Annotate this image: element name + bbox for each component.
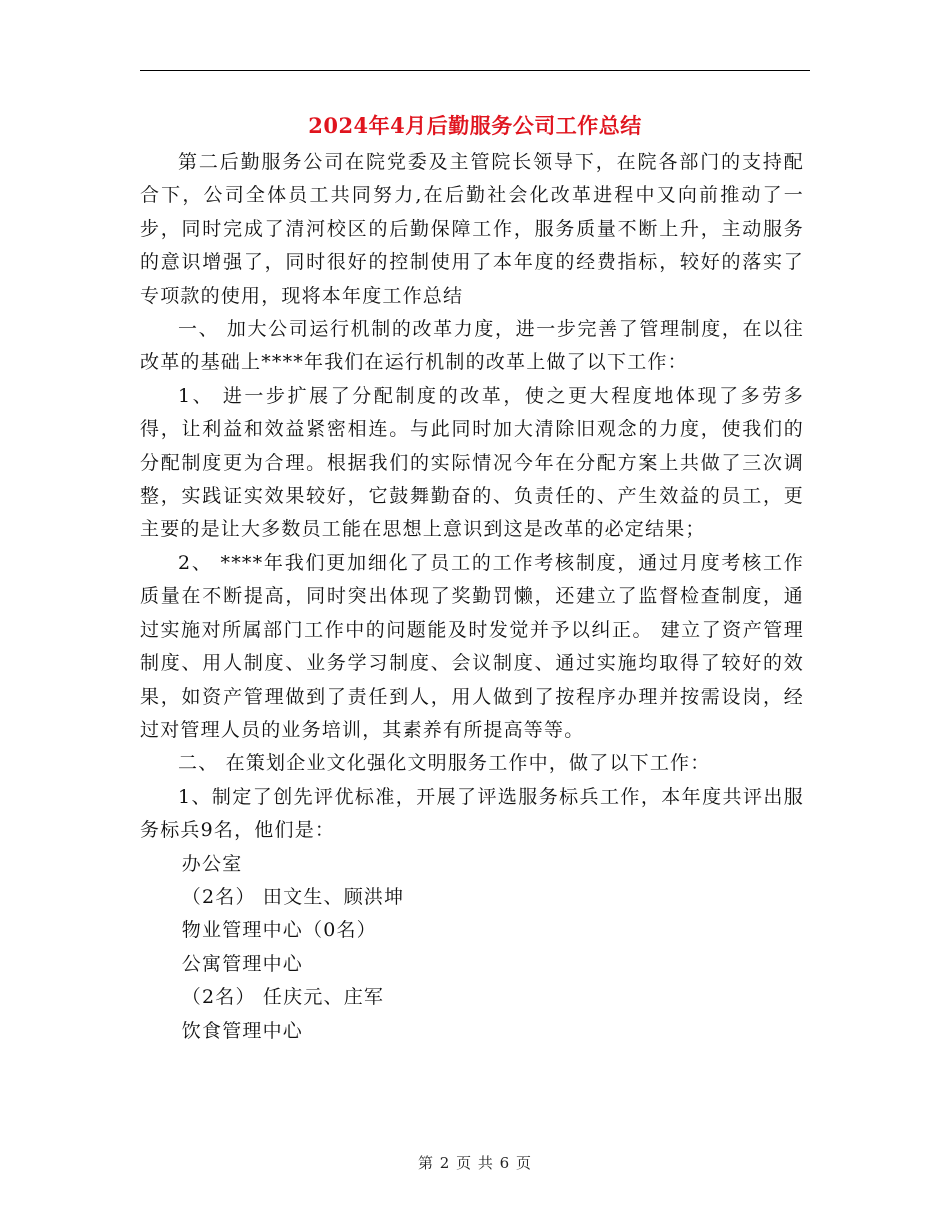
paragraph-section-2-item-1: 1、制定了创先评优标准，开展了评选服务标兵工作，本年度共评出服务标兵9名，他们是：: [140, 785, 804, 842]
paragraph-section-1: 一、 加大公司运行机制的改革力度，进一步完善了管理制度，在以往改革的基础上****年我们在运行机制的改革上做了以下工作：: [140, 318, 804, 374]
list-line: （2名） 任庆元、庄军: [181, 986, 385, 1009]
list-line: 办公室: [181, 852, 243, 875]
page-number: 第 2 页 共 6 页: [418, 1154, 532, 1172]
header-rule: [140, 70, 810, 71]
paragraph-section-2: 二、 在策划企业文化强化文明服务工作中，做了以下工作：: [178, 752, 711, 775]
paragraph-item-2: 2、 ****年我们更加细化了员工的工作考核制度，通过月度考核工作质量在不断提高，同时突出体现了奖勤罚懒，还建立了监督检查制度，通过实施对所属部门工作中的问题能及时发觉并予以纠正。 建立了资产管理制度、用人制度、业务学习制度、会议制度、通过实施均取得了较好的效果，如资产管理做到了责任到人，用人做到了按程序办理并按需设岗，经过对管理人员的业务培训，其素养有所提高等等。: [140, 551, 804, 741]
list-line: （2名） 田文生、顾洪坤: [181, 885, 405, 908]
list-line: 物业管理中心（0名）: [181, 919, 377, 942]
paragraph-item-1: 1、 进一步扩展了分配制度的改革，使之更大程度地体现了多劳多得，让利益和效益紧密相连。与此同时加大清除旧观念的力度，使我们的分配制度更为合理。根据我们的实际情况今年在分配方案上共做了三次调整，实践证实效果较好，它鼓舞勤奋的、负责任的、产生效益的员工，更主要的是让大多数员工能在思想上意识到这是改革的必定结果；: [140, 384, 804, 541]
list-line: 公寓管理中心: [181, 952, 303, 975]
list-line: 饮食管理中心: [181, 1019, 303, 1042]
paragraph-intro: 第二后勤服务公司在院党委及主管院长领导下，在院各部门的支持配合下，公司全体员工共同努力,在后勤社会化改革进程中又向前推动了一步，同时完成了清河校区的后勤保障工作，服务质量不断上升，主动服务的意识增强了，同时很好的控制使用了本年度的经费指标，较好的落实了专项款的使用，现将本年度工作总结: [140, 151, 804, 307]
document-title: 2024年4月后勤服务公司工作总结: [308, 113, 642, 138]
document-body: [140, 146, 804, 1048]
